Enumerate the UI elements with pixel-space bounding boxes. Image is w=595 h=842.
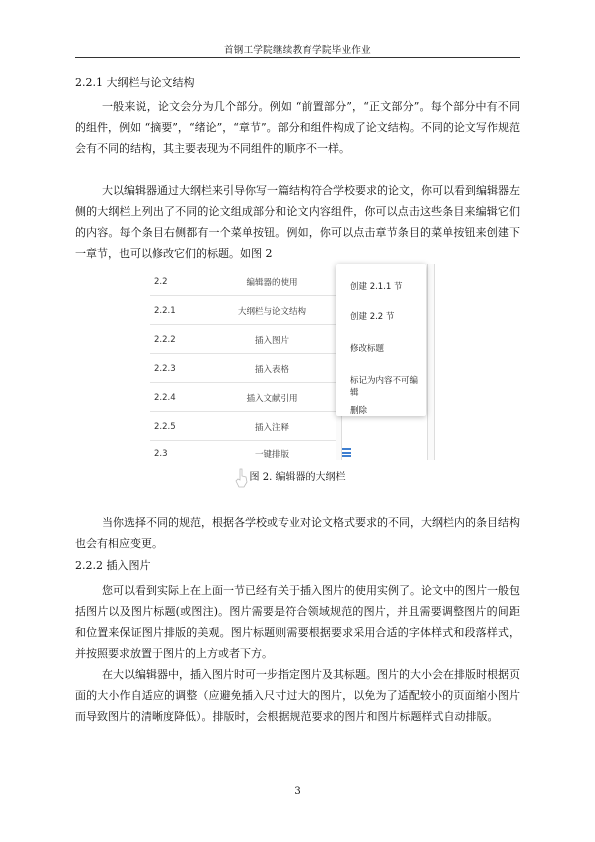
outline-item[interactable] (150, 267, 340, 296)
outline-item[interactable] (150, 383, 340, 412)
outline-item-title: 一键排版 (254, 449, 289, 460)
menu-item-create-2-1-1[interactable]: 创建 2.1.1 节 (350, 282, 403, 292)
menu-item-create-2-2[interactable]: 创建 2.2 节 (350, 312, 395, 322)
outline-item[interactable] (150, 325, 340, 354)
outline-item-title: 插入图片 (254, 335, 289, 346)
outline-item-number: 2.3 (154, 448, 168, 459)
paragraph: 当你选择不同的规范，根据各学校或专业对论文格式要求的不同，大纲栏内的条目结构也会有相应变更。 (75, 516, 520, 550)
outline-item-number: 2.2.3 (154, 363, 176, 374)
outline-item-number: 2.2.1 (154, 305, 176, 316)
paragraph: 在大以编辑器中，插入图片时可一步指定图片及其标题。图片的大小会在排版时根据页面的大小作自适应的调整（应避免插入尺寸过大的图片，以免为了适配较小的页面缩小图片而导致图片的清晰度降低）。排版时，会根据规范要求的图片和图片标题样式自动排版。 (75, 668, 520, 723)
figure-outline-screenshot (150, 262, 450, 462)
header-rule (75, 57, 520, 58)
outline-item-title: 插入文献引用 (246, 393, 298, 404)
figure-caption: 图 2. 编辑器的大纲栏 (249, 472, 346, 483)
outline-item-number: 2.2.4 (154, 392, 176, 403)
outline-item-title: 插入表格 (254, 364, 289, 375)
paragraph: 大以编辑器通过大纲栏来引导你写一篇结构符合学校要求的论文，你可以看到编辑器左侧的大纲栏上列出了不同的论文组成部分和论文内容组件，你可以点击这些条目来编辑它们的内容。每个条目右侧都有一个菜单按钮。例如，你可以点击章节条目的菜单按钮来创建下一章节，也可以修改它们的标题。如图 2 (75, 184, 520, 260)
outline-item-number: 2.2.2 (154, 334, 176, 345)
section-heading-2-2-2: 2.2.2 插入图片 (75, 559, 151, 572)
outline-item-number: 2.2.5 (154, 421, 176, 432)
outline-item-title: 编辑器的使用 (246, 277, 298, 288)
outline-panel (150, 262, 340, 462)
page-header: 首钢工学院继续教育学院毕业作业 (223, 45, 371, 56)
outline-item-title: 插入注释 (254, 422, 289, 433)
menu-item-lock-content[interactable]: 标记为内容不可编辑 (350, 376, 419, 398)
outline-item[interactable] (150, 439, 340, 468)
outline-item[interactable] (150, 296, 340, 325)
outline-item[interactable] (150, 412, 340, 441)
page-number: 3 (294, 786, 301, 797)
menu-item-delete[interactable]: 删除 (350, 406, 368, 416)
menu-item-rename[interactable]: 修改标题 (350, 344, 385, 354)
outline-item-title: 大纲栏与论文结构 (237, 306, 306, 317)
popup-scroll-edge (336, 416, 342, 460)
outline-item[interactable] (150, 354, 340, 383)
context-menu (336, 264, 426, 416)
popup-scrollbar[interactable] (427, 264, 435, 460)
list-menu-icon[interactable] (341, 448, 351, 457)
section-heading-2-2-1: 2.2.1 大纲栏与论文结构 (75, 76, 195, 89)
paragraph: 您可以看到实际上在上面一节已经有关于插入图片的使用实例了。论文中的图片一般包括图片以及图片标题(或图注)。图片需要是符合领域规范的图片，并且需要调整图片的间距和位置来保证图片排版的美观。图片标题则需要根据要求采用合适的字体样式和段落样式，并按照要求放置于图片的上方或者下方。 (75, 584, 520, 660)
outline-item-number: 2.2 (154, 276, 168, 287)
paragraph: 一般来说，论文会分为几个部分。例如 “前置部分”，“正文部分”。每个部分中有不同的组件，例如 “摘要”，“绪论”，“章节”。部分和组件构成了论文结构。不同的论文写作规范会有不同的结构，其主要表现为不同组件的顺序不一样。 (75, 100, 520, 155)
